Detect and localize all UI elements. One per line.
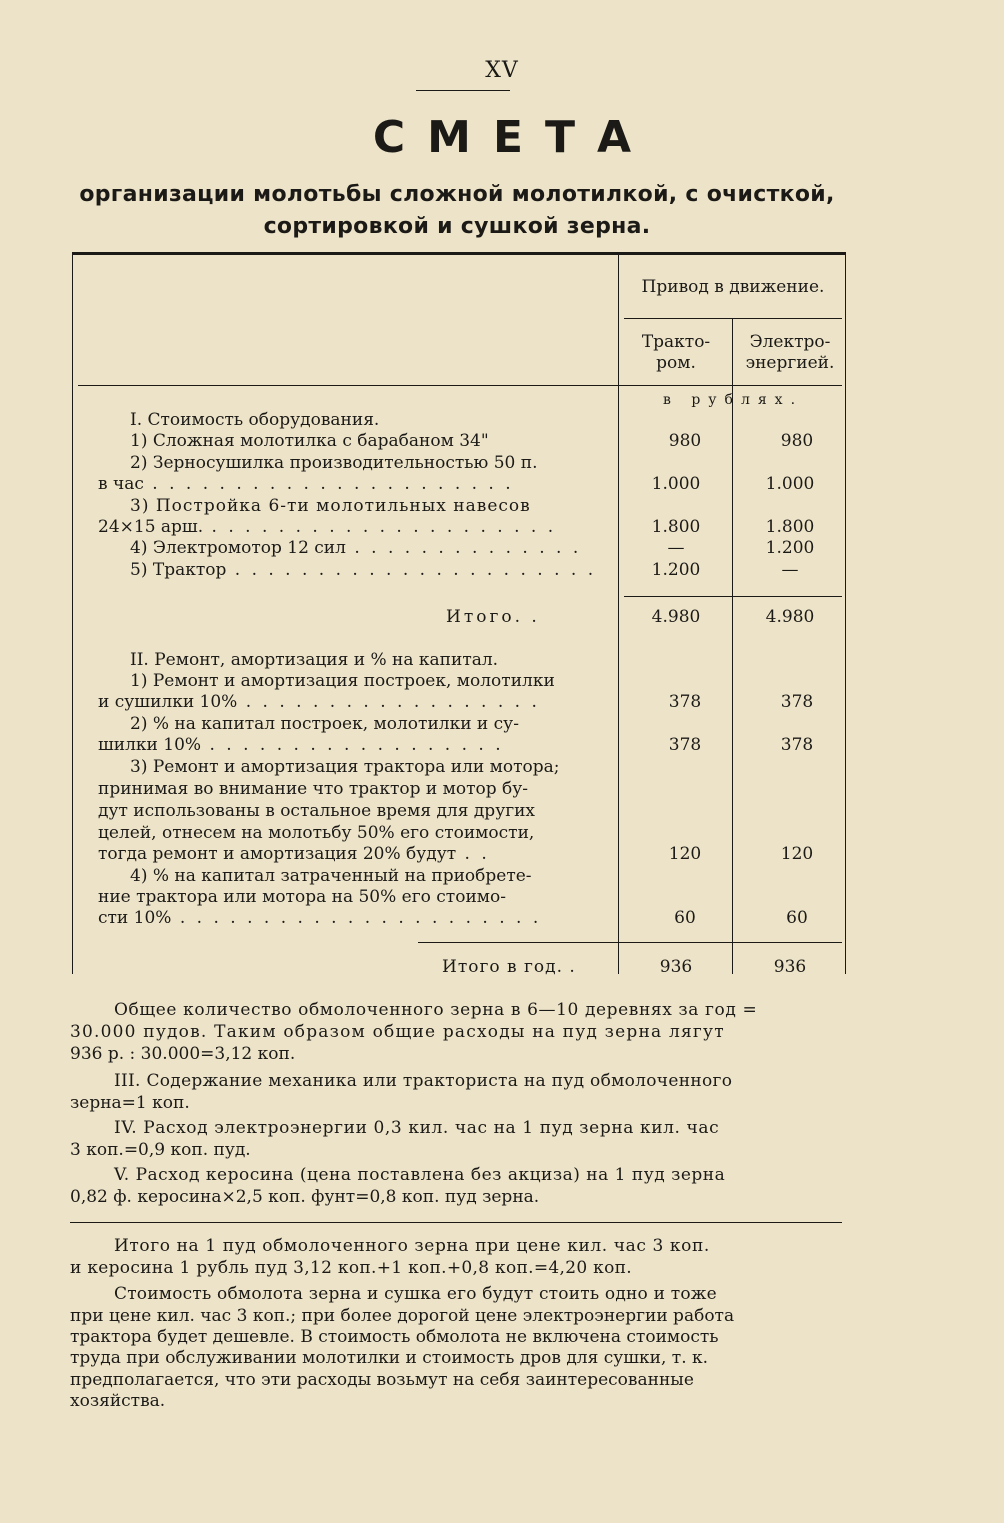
row5-label: 5) Трактор . . . . . . . . . . . . . . . . . . . . . . — [130, 560, 597, 580]
p4-line-1: V. Расход керосина (цена поставлена без акциза) на 1 пуд зерна — [114, 1165, 726, 1185]
s2-row3-label-line-3: дут использованы в остальное время для других — [98, 801, 536, 821]
row1-electric: 980 — [780, 431, 814, 451]
s2-row1-electric: 378 — [780, 692, 814, 712]
s2-row1-tractor: 378 — [668, 692, 702, 712]
p6-line-5: предполагается, что эти расходы возьмут на себя заинтересованные — [70, 1370, 694, 1390]
section1-total-label: Итого. . — [446, 607, 540, 627]
section1-total-tractor: 4.980 — [651, 607, 701, 627]
p6-line-1: Стоимость обмолота зерна и сушка его будут стоить одно и тоже — [114, 1284, 717, 1304]
page-number-rule — [416, 90, 510, 91]
row4-electric: 1.200 — [765, 538, 815, 558]
s2-row1-label-line-2: и сушилки 10% . . . . . . . . . . . . . . . . . . — [98, 692, 540, 712]
table-label-divider — [618, 254, 619, 974]
s2-row3-label-line-1: 3) Ремонт и амортизация трактора или мотора; — [130, 757, 560, 777]
section1-sum-rule — [624, 596, 842, 597]
units-label: в рублях. — [662, 392, 804, 408]
row2-tractor: 1.000 — [651, 474, 701, 494]
p4-line-2: 0,82 ф. керосина×2,5 коп. фунт=0,8 коп. пуд зерна. — [70, 1187, 540, 1207]
p2-line-2: зерна=1 коп. — [70, 1093, 190, 1113]
subtitle-line-2: сортировкой и сушкой зерна. — [263, 214, 651, 239]
p6-line-3: трактора будет дешевле. В стоимость обмолота не включена стоимость — [70, 1327, 719, 1347]
section2-total-label: Итого в год. . — [442, 957, 576, 977]
row1-label: 1) Сложная молотилка с барабаном 34" — [130, 431, 489, 451]
s2-row4-label-line-2: ние трактора или мотора на 50% его стоимо- — [98, 887, 506, 907]
header-group-label: Привод в движение. — [641, 277, 825, 297]
s2-row4-electric: 60 — [786, 908, 808, 928]
p6-line-6: хозяйства. — [70, 1391, 166, 1411]
header-group-rule — [624, 318, 842, 319]
s2-row2-electric: 378 — [780, 735, 814, 755]
col-electric-header-line-1: Электро- — [749, 332, 831, 352]
p3-line-2: 3 коп.=0,9 коп. пуд. — [70, 1140, 251, 1160]
col-tractor-header-line-1: Тракто- — [641, 332, 711, 352]
row4-tractor: — — [667, 538, 685, 558]
section2-total-electric: 936 — [773, 957, 807, 977]
s2-row1-label-line-1: 1) Ремонт и амортизация построек, молотилки — [130, 671, 555, 691]
s2-row4-label-line-3: сти 10% . . . . . . . . . . . . . . . . . . . . . . — [98, 908, 542, 928]
row3-electric: 1.800 — [765, 517, 815, 537]
row1-tractor: 980 — [668, 431, 702, 451]
row2-label-line-1: 2) Зерносушилка производительностью 50 п. — [130, 453, 538, 473]
page-number: XV — [485, 58, 519, 83]
row2-electric: 1.000 — [765, 474, 815, 494]
section2-sum-rule — [418, 942, 842, 943]
row3-label-line-2: 24×15 арш. . . . . . . . . . . . . . . . . . . . . . — [98, 517, 557, 537]
table-column-divider — [732, 318, 733, 974]
row2-label-line-2: в час . . . . . . . . . . . . . . . . . . . . . . — [98, 474, 514, 494]
header-bottom-rule — [78, 385, 842, 386]
summary-divider-rule — [70, 1222, 842, 1223]
p2-line-1: III. Содержание механика или тракториста на пуд обмолоченного — [114, 1071, 733, 1091]
section1-total-electric: 4.980 — [765, 607, 815, 627]
row3-label-line-1: 3) Постройка 6-ти молотильных навесов — [130, 496, 531, 516]
p1-line-2: 30.000 пудов. Таким образом общие расходы на пуд зерна лягут — [70, 1022, 725, 1042]
row5-electric: — — [781, 560, 799, 580]
s2-row4-label-line-1: 4) % на капитал затраченный на приобрете- — [130, 866, 532, 886]
p6-line-4: труда при обслуживании молотилки и стоимость дров для сушки, т. к. — [70, 1348, 709, 1368]
s2-row2-tractor: 378 — [668, 735, 702, 755]
col-tractor-header-line-2: ром. — [656, 353, 696, 373]
p1-line-3: 936 р. : 30.000=3,12 коп. — [70, 1044, 296, 1064]
document-title: СМЕТА — [372, 112, 654, 163]
section2-total-tractor: 936 — [659, 957, 693, 977]
section2-title: II. Ремонт, амортизация и % на капитал. — [130, 650, 499, 670]
row3-tractor: 1.800 — [651, 517, 701, 537]
table-top-rule — [72, 252, 846, 255]
s2-row3-tractor: 120 — [668, 844, 702, 864]
s2-row4-tractor: 60 — [674, 908, 696, 928]
row4-label: 4) Электромотор 12 сил . . . . . . . . . . . . . . — [130, 538, 582, 558]
s2-row2-label-line-2: шилки 10% . . . . . . . . . . . . . . . . . . — [98, 735, 504, 755]
s2-row2-label-line-1: 2) % на капитал построек, молотилки и су- — [130, 714, 519, 734]
s2-row3-label-line-5: тогда ремонт и амортизация 20% будут . . — [98, 844, 490, 864]
s2-row3-label-line-2: принимая во внимание что трактор и мотор бу- — [98, 779, 528, 799]
table-left-border — [72, 254, 73, 974]
p5-line-1: Итого на 1 пуд обмолоченного зерна при цене кил. час 3 коп. — [114, 1236, 710, 1256]
p6-line-2: при цене кил. час 3 коп.; при более дорогой цене электроэнергии работа — [70, 1306, 735, 1326]
section1-title: I. Стоимость оборудования. — [130, 410, 380, 430]
col-electric-header-line-2: энергией. — [745, 353, 835, 373]
s2-row3-label-line-4: целей, отнесем на молотьбу 50% его стоимости, — [98, 823, 535, 843]
p1-line-1: Общее количество обмолоченного зерна в 6—10 деревнях за год = — [114, 1000, 758, 1020]
subtitle-line-1: организации молотьбы сложной молотилкой, с очисткой, — [79, 182, 835, 207]
p5-line-2: и керосина 1 рубль пуд 3,12 коп.+1 коп.+0,8 коп.=4,20 коп. — [70, 1258, 632, 1278]
s2-row3-electric: 120 — [780, 844, 814, 864]
p3-line-1: IV. Расход электроэнергии 0,3 кил. час на 1 пуд зерна кил. час — [114, 1118, 720, 1138]
row5-tractor: 1.200 — [651, 560, 701, 580]
